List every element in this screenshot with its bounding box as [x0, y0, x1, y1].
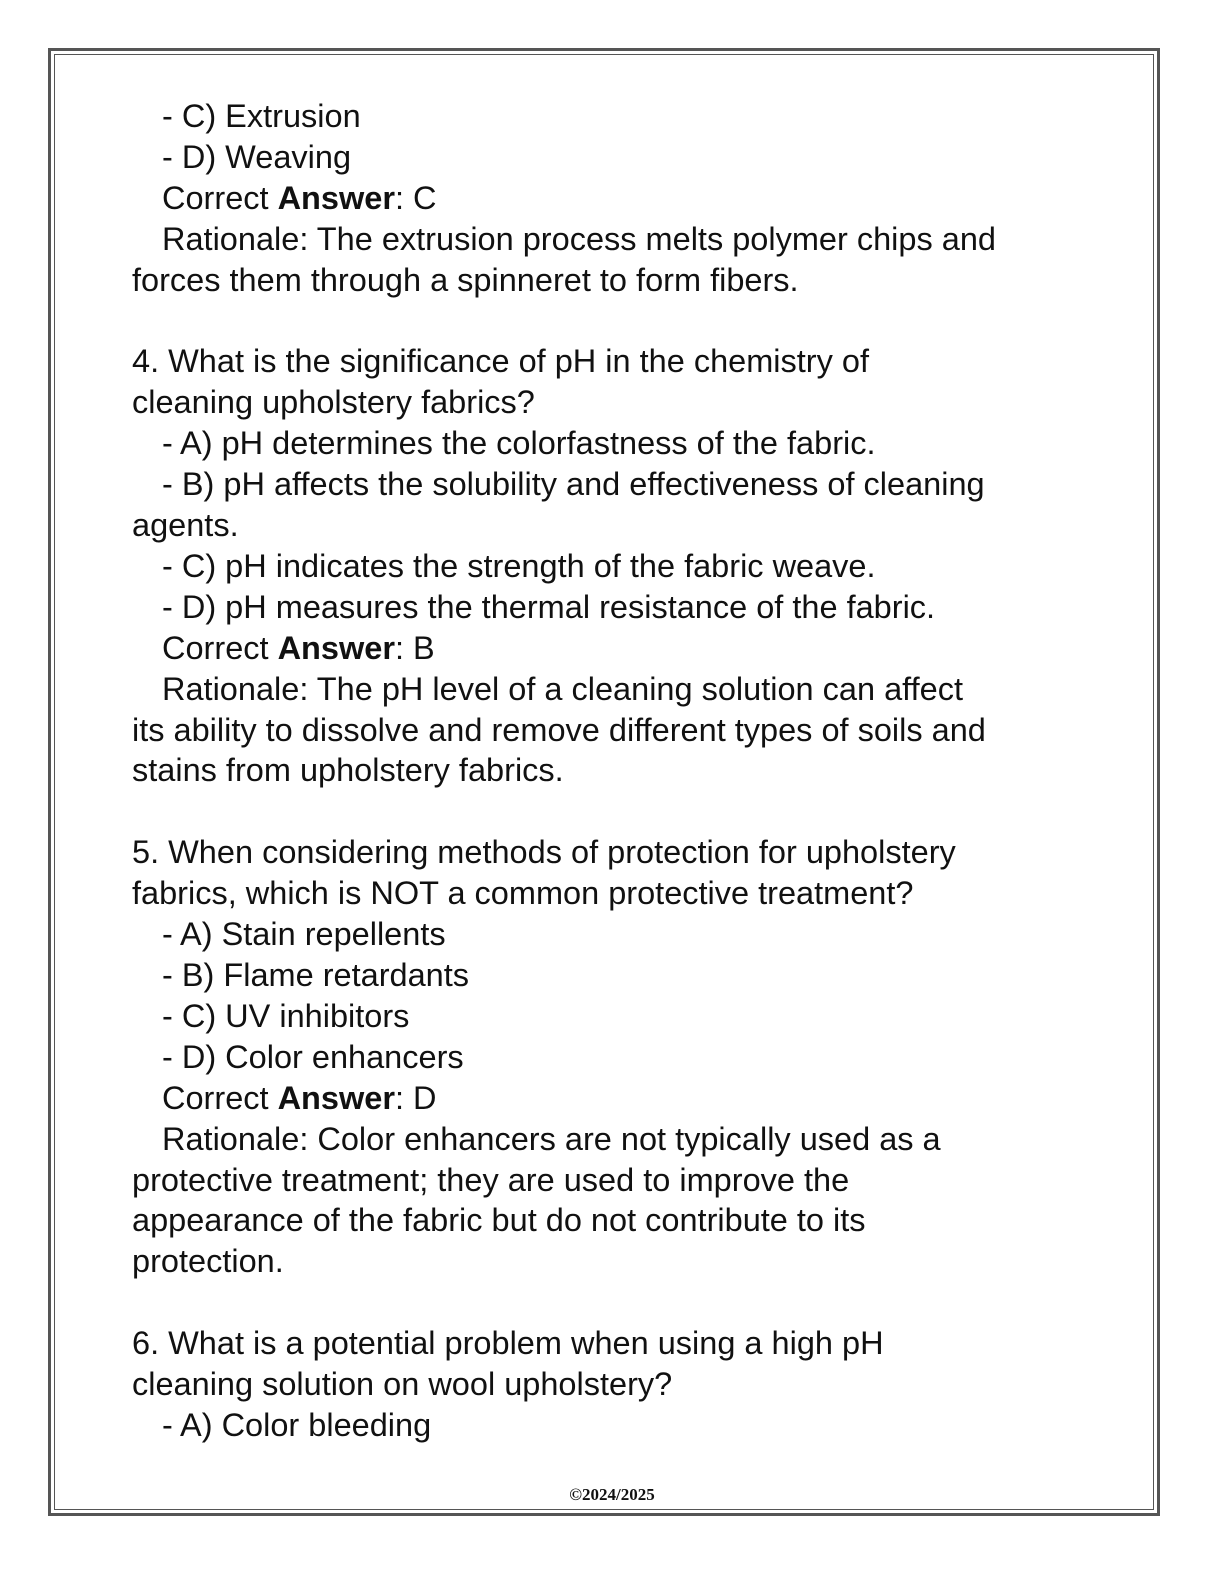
answer-letter: : C — [394, 179, 437, 216]
q4-option-b: - B) pH affects the solubility and effectiveness of cleaning — [162, 466, 985, 503]
q4-rationale-line: its ability to dissolve and remove different types of soils and — [132, 711, 986, 748]
q5-rationale-line: Rationale: Color enhancers are not typically used as a — [162, 1120, 941, 1157]
q4-correct-answer — [132, 628, 1092, 669]
q4-option-d: - D) pH measures the thermal resistance of the fabric. — [162, 588, 936, 625]
q3-rationale-line: forces them through a spinneret to form fibers. — [132, 261, 799, 298]
q5-option-a: - A) Stain repellents — [162, 916, 446, 953]
q5-correct-answer — [132, 1078, 1092, 1119]
q5-rationale-line: appearance of the fabric but do not contribute to its — [132, 1202, 866, 1239]
spacer — [132, 791, 1092, 832]
q4-rationale-line: Rationale: The pH level of a cleaning solution can affect — [162, 670, 963, 707]
q6-option-a: - A) Color bleeding — [162, 1406, 432, 1443]
q5-option-c: - C) UV inhibitors — [162, 997, 410, 1034]
answer-word: Answer — [277, 1079, 395, 1116]
q4-question: 4. What is the significance of pH in the chemistry of — [132, 343, 869, 380]
document-body — [132, 96, 1092, 1446]
q5-question: fabrics, which is NOT a common protective treatment? — [132, 875, 914, 912]
q3-correct-answer — [132, 178, 1092, 219]
q6-question: 6. What is a potential problem when using a high pH — [132, 1325, 884, 1362]
footer-copyright: ©2024/2025 — [569, 1485, 655, 1504]
q3-option-c: - C) Extrusion — [162, 98, 361, 134]
q4-option-a: - A) pH determines the colorfastness of the fabric. — [162, 425, 876, 462]
q5-option-d: - D) Color enhancers — [162, 1038, 464, 1075]
answer-letter: : D — [394, 1079, 437, 1116]
q4-option-c: - C) pH indicates the strength of the fabric weave. — [162, 547, 876, 584]
q3-rationale-line: Rationale: The extrusion process melts polymer chips and — [162, 220, 996, 257]
answer-word: Answer — [277, 629, 395, 666]
spacer — [132, 1282, 1092, 1323]
correct-label: Correct — [162, 1079, 278, 1116]
q3-option-d: - D) Weaving — [162, 138, 352, 175]
q5-rationale-line: protection. — [132, 1243, 284, 1280]
q4-question: cleaning upholstery fabrics? — [132, 384, 535, 421]
answer-letter: : B — [394, 629, 435, 666]
correct-label: Correct — [162, 629, 278, 666]
q4-option-b: agents. — [132, 507, 239, 544]
answer-word: Answer — [277, 179, 395, 216]
correct-label: Correct — [162, 179, 278, 216]
q5-rationale-line: protective treatment; they are used to improve the — [132, 1161, 850, 1198]
spacer — [132, 301, 1092, 342]
q4-rationale-line: stains from upholstery fabrics. — [132, 752, 564, 789]
q5-option-b: - B) Flame retardants — [162, 957, 470, 993]
q5-question: 5. When considering methods of protection for upholstery — [132, 834, 956, 871]
q6-question: cleaning solution on wool upholstery? — [132, 1366, 673, 1403]
